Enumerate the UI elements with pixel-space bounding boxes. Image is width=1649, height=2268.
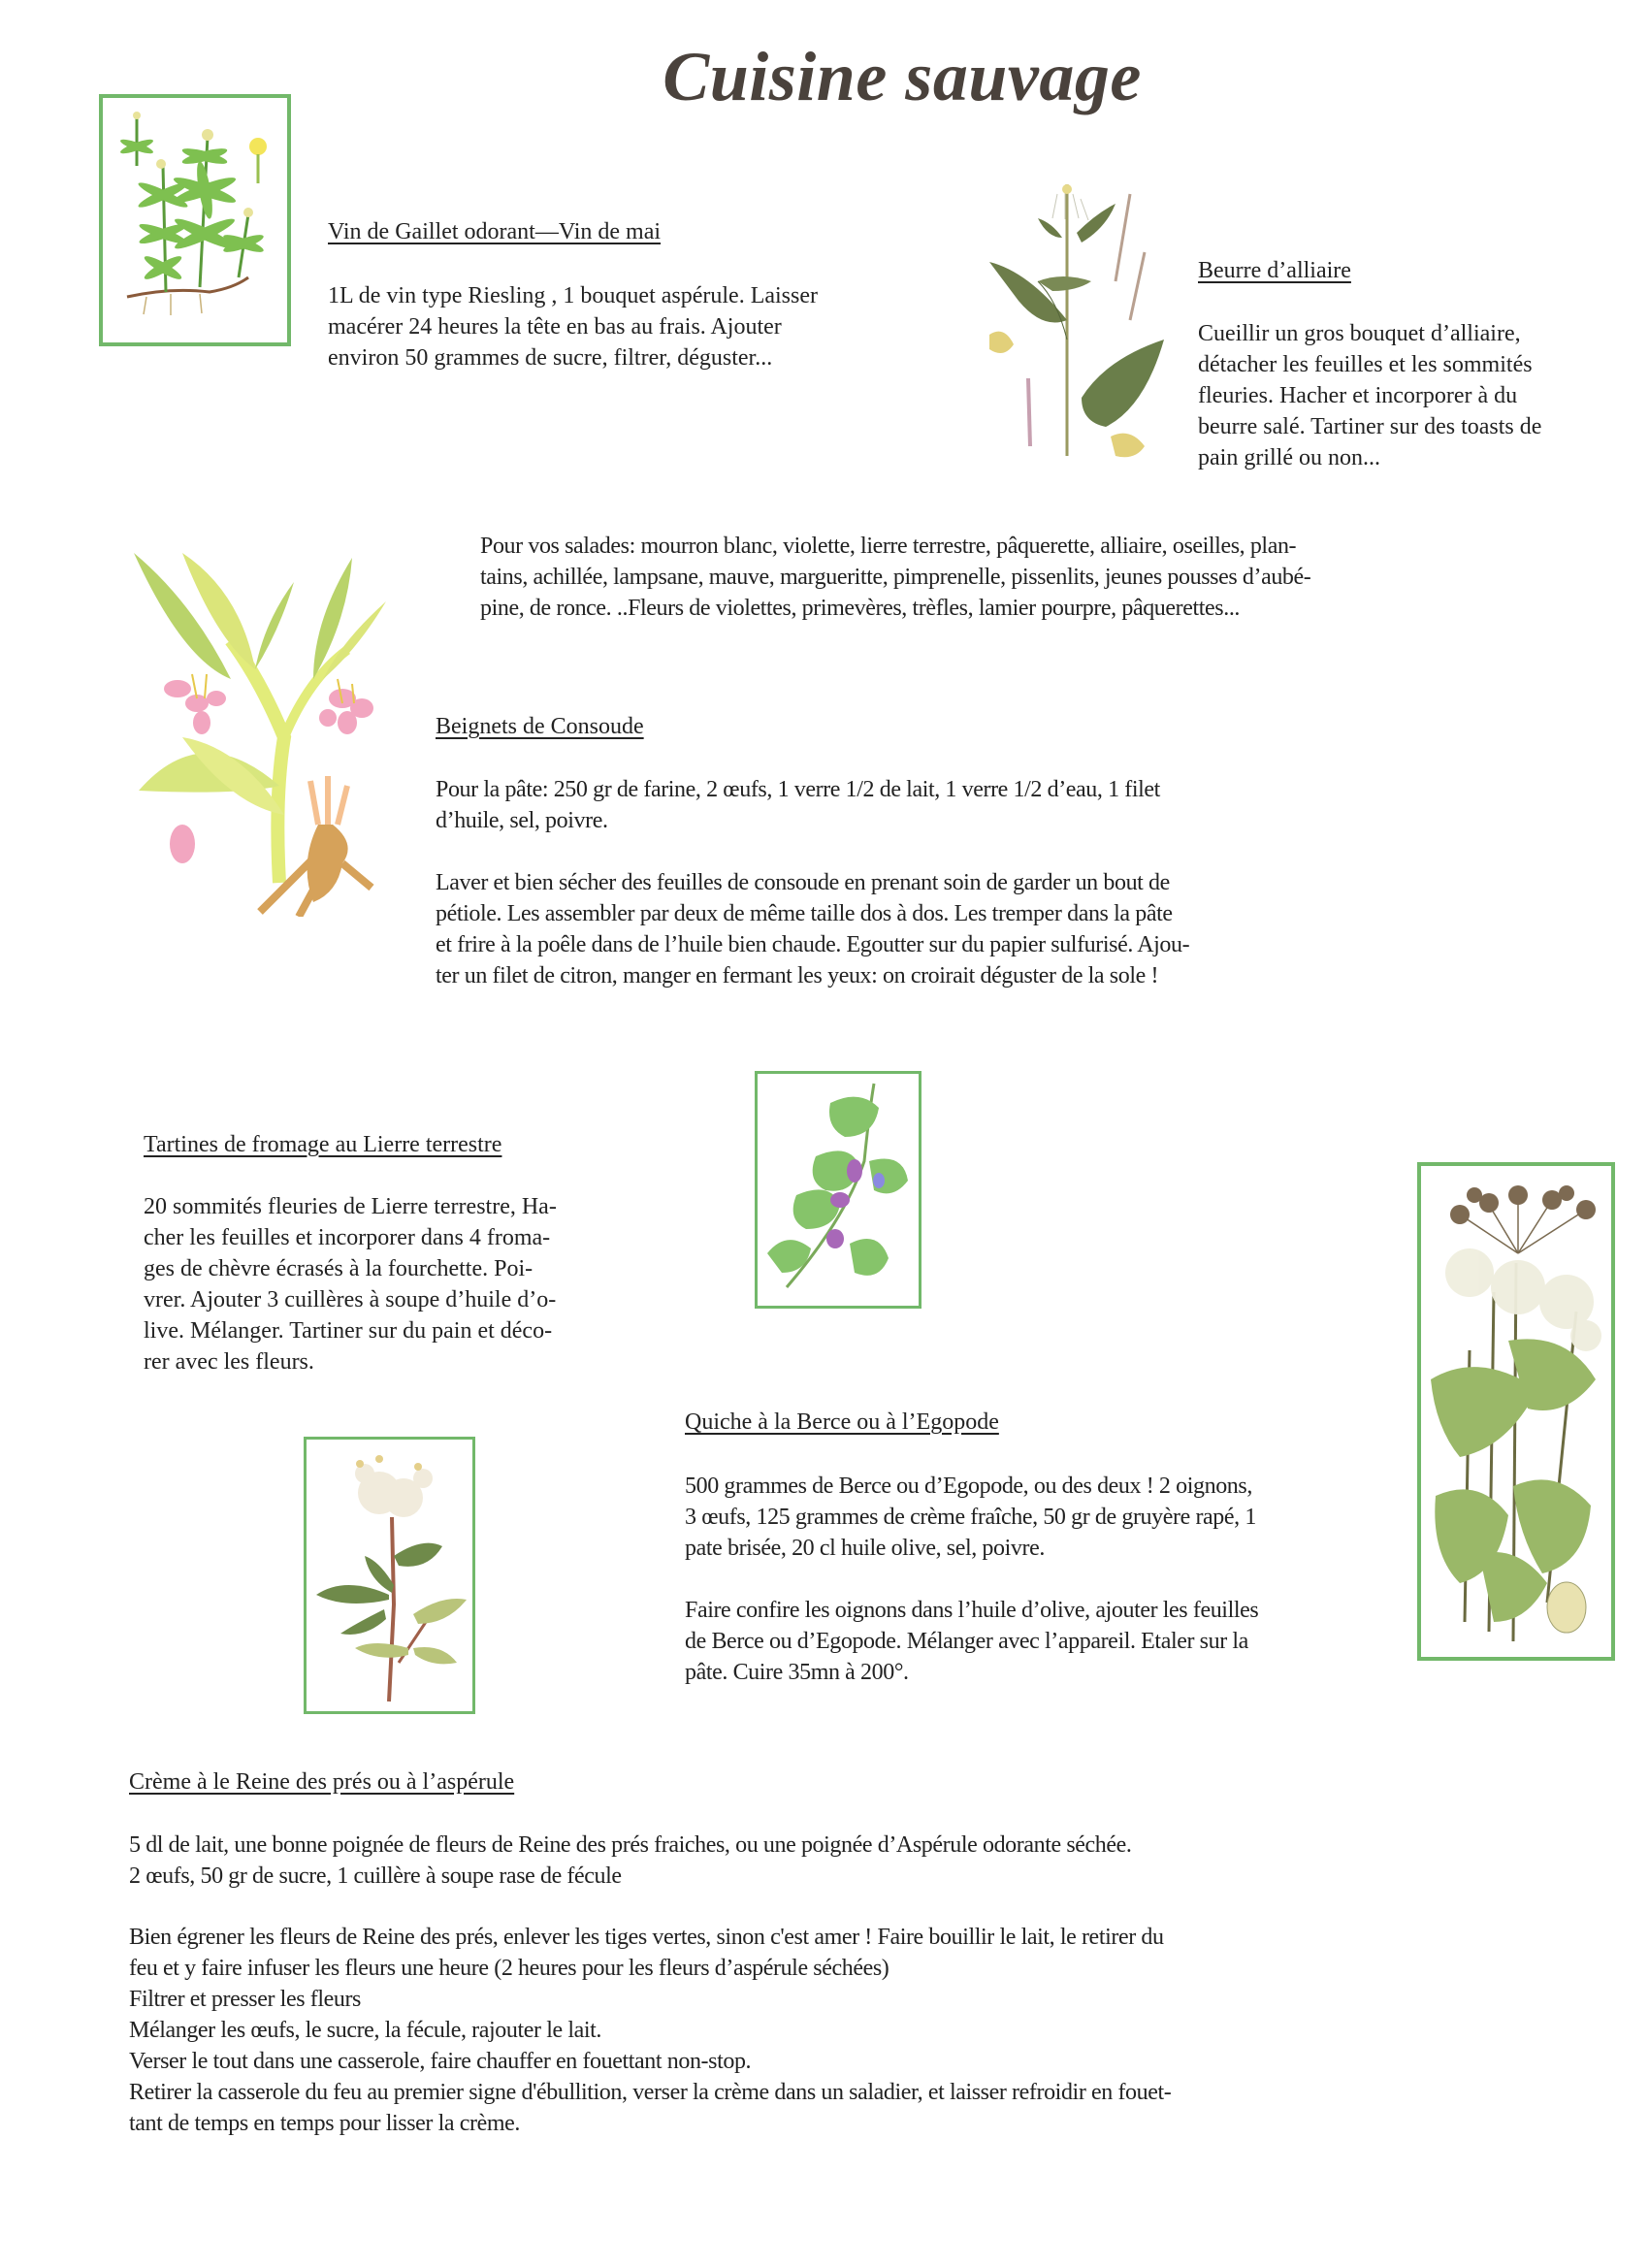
text-line: beurre salé. Tartiner sur des toasts de <box>1198 414 1542 439</box>
text-line: Filtrer et presser les fleurs <box>129 1987 361 2012</box>
text-line: Laver et bien sécher des feuilles de consoude en prenant soin de garder un bout de <box>436 870 1170 895</box>
lierre-terrestre-illustration <box>755 1071 922 1309</box>
recipe-text-vin-de-mai <box>328 280 929 373</box>
recipe-heading-vin-de-mai: Vin de Gaillet odorant—Vin de mai <box>328 219 662 244</box>
recipe-ingredients-quiche-berce <box>685 1471 1403 1564</box>
recipe-heading-creme-reine-des-pres: Crème à le Reine des prés ou à l’aspérule <box>129 1769 515 1795</box>
text-line: tant de temps en temps pour lisser la crème. <box>129 2111 520 2136</box>
text-line: Faire confire les oignons dans l’huile d’olive, ajouter les feuilles <box>685 1598 1259 1623</box>
text-line: 5 dl de lait, une bonne poignée de fleurs de Reine des prés fraiches, ou une poignée d’Aspérule odorante séchée. <box>129 1832 1132 1858</box>
text-line: environ 50 grammes de sucre, filtrer, déguster... <box>328 345 773 371</box>
recipe-text-tartines-lierre <box>144 1191 648 1377</box>
text-line: 2 œufs, 50 gr de sucre, 1 cuillère à soupe rase de fécule <box>129 1863 622 1889</box>
alliaire-illustration <box>960 165 1174 466</box>
recipe-heading-tartines-lierre: Tartines de fromage au Lierre terrestre <box>144 1132 502 1157</box>
text-line: ter un filet de citron, manger en fermant les yeux: on croirait déguster de la sole ! <box>436 963 1159 988</box>
reine-des-pres-illustration <box>304 1437 475 1714</box>
text-line: Cueillir un gros bouquet d’alliaire, <box>1198 321 1521 346</box>
consoude-illustration <box>124 543 405 917</box>
text-line: vrer. Ajouter 3 cuillères à soupe d’huile d’o- <box>144 1287 557 1312</box>
text-line: Pour la pâte: 250 gr de farine, 2 œufs, 1 verre 1/2 de lait, 1 verre 1/2 d’eau, 1 filet <box>436 777 1160 802</box>
text-line: 500 grammes de Berce ou d’Egopode, ou des deux ! 2 oignons, <box>685 1474 1252 1499</box>
text-line: Bien égrener les fleurs de Reine des prés, enlever les tiges vertes, sinon c'est amer ! Faire bouillir le lait, le retirer du <box>129 1925 1164 1950</box>
text-line: Retirer la casserole du feu au premier signe d'ébullition, verser la crème dans un saladier, et laisser refroidir en fouet- <box>129 2080 1172 2105</box>
recipe-ingredients-beignets-consoude <box>436 774 1386 836</box>
recipe-steps-beignets-consoude <box>436 867 1386 991</box>
text-line: pétiole. Les assembler par deux de même taille dos à dos. Les tremper dans la pâte <box>436 901 1173 926</box>
text-line: Mélanger les œufs, le sucre, la fécule, rajouter le lait. <box>129 2018 601 2043</box>
text-line: macérer 24 heures la tête en bas au frais. Ajouter <box>328 314 782 340</box>
text-line: ges de chèvre écrasés à la fourchette. Poi- <box>144 1256 534 1281</box>
gaillet-odorant-illustration <box>99 94 291 346</box>
recipe-text-beurre-alliaire <box>1198 318 1625 473</box>
text-line: pine, de ronce. ..Fleurs de violettes, primevères, trèfles, lamier pourpre, pâquerettes... <box>480 596 1241 621</box>
recipe-steps-creme-reine-des-pres <box>129 1922 1448 2139</box>
text-line: d’huile, sel, poivre. <box>436 808 608 833</box>
text-line: pate brisée, 20 cl huile olive, sel, poivre. <box>685 1536 1045 1561</box>
recipe-heading-quiche-berce: Quiche à la Berce ou à l’Egopode <box>685 1409 999 1435</box>
text-line: feu et y faire infuser les fleurs une heure (2 heures pour les fleurs d’aspérule séchées) <box>129 1956 889 1981</box>
text-line: rer avec les fleurs. <box>144 1349 314 1375</box>
text-line: pain grillé ou non... <box>1198 445 1380 470</box>
recipe-ingredients-creme-reine-des-pres <box>129 1830 1448 1892</box>
text-line: de Berce ou d’Egopode. Mélanger avec l’appareil. Etaler sur la <box>685 1629 1248 1654</box>
salad-suggestions <box>480 531 1528 624</box>
recipe-steps-quiche-berce <box>685 1595 1403 1688</box>
text-line: tains, achillée, lampsane, mauve, margueritte, pimprenelle, pissenlits, jeunes pousses d’aubé- <box>480 565 1311 590</box>
text-line: 20 sommités fleuries de Lierre terrestre, Ha- <box>144 1194 557 1219</box>
text-line: 1L de vin type Riesling , 1 bouquet aspérule. Laisser <box>328 283 818 308</box>
recipe-heading-beignets-consoude: Beignets de Consoude <box>436 714 644 739</box>
recipe-heading-beurre-alliaire: Beurre d’alliaire <box>1198 258 1351 283</box>
berce-illustration <box>1417 1162 1615 1661</box>
text-line: cher les feuilles et incorporer dans 4 froma- <box>144 1225 551 1250</box>
text-line: Verser le tout dans une casserole, faire chauffer en fouettant non-stop. <box>129 2049 752 2074</box>
page-title: Cuisine sauvage <box>663 38 1142 115</box>
text-line: et frire à la poêle dans de l’huile bien chaude. Egoutter sur du papier sulfurisé. Ajou- <box>436 932 1190 957</box>
text-line: 3 œufs, 125 grammes de crème fraîche, 50 gr de gruyère rapé, 1 <box>685 1505 1256 1530</box>
text-line: live. Mélanger. Tartiner sur du pain et déco- <box>144 1318 553 1344</box>
text-line: Pour vos salades: mourron blanc, violette, lierre terrestre, pâquerette, alliaire, oseilles, plan- <box>480 534 1297 559</box>
text-line: pâte. Cuire 35mn à 200°. <box>685 1660 909 1685</box>
text-line: fleuries. Hacher et incorporer à du <box>1198 383 1518 408</box>
text-line: détacher les feuilles et les sommités <box>1198 352 1533 377</box>
